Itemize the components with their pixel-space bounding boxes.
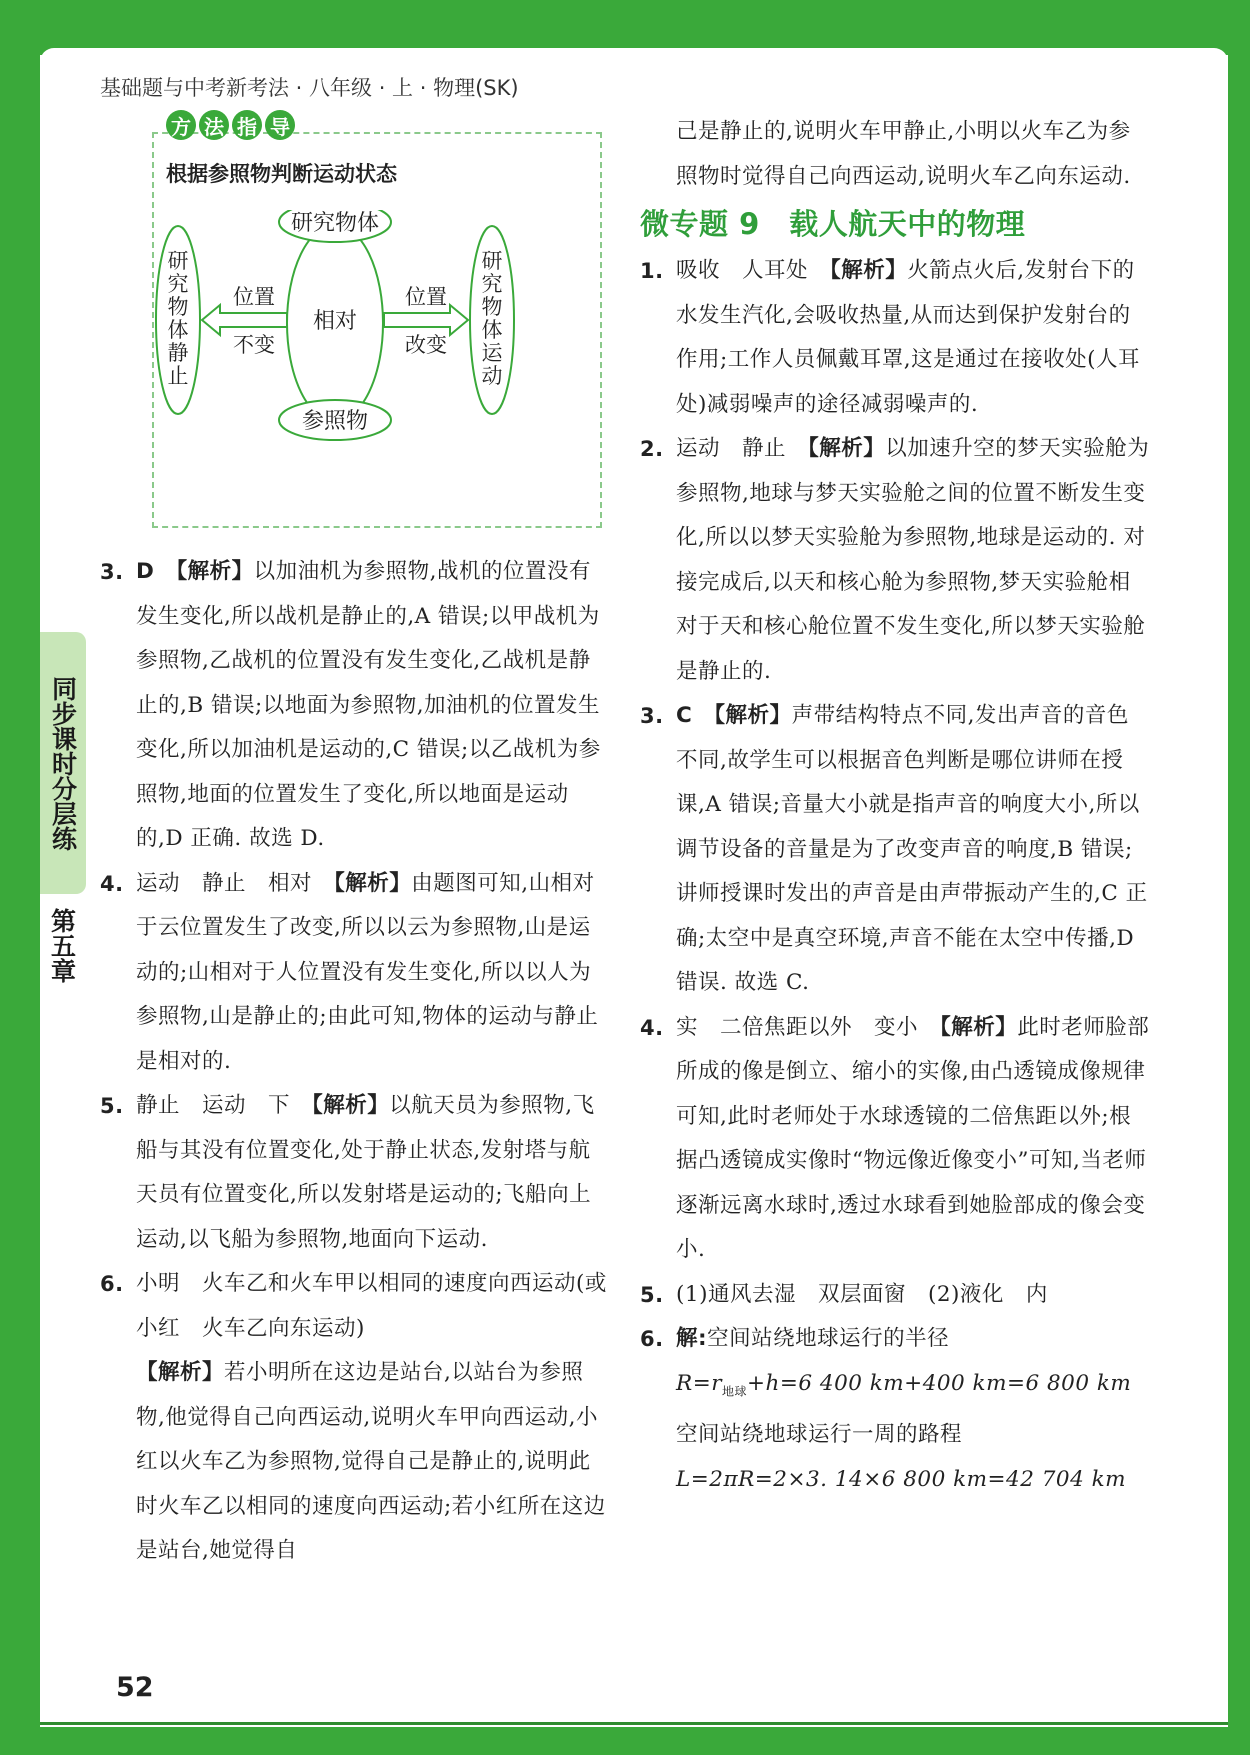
running-header: 基础题与中考新考法 · 八年级 · 上 · 物理(SK) — [100, 76, 519, 100]
side-tab-label: 同步课时分层练 — [48, 675, 78, 851]
topic-answer-6: 6. 解:空间站绕地球运行的半径 — [640, 1326, 950, 1351]
left-arrow-bottom-label: 不变 — [233, 333, 275, 357]
answer-item-6: 6. 小明 火车乙和火车甲以相同的速度向西运动(或小红 火车乙向东运动) — [100, 1271, 607, 1341]
page-number: 52 — [116, 1672, 154, 1703]
right-arrow-top-label: 位置 — [405, 285, 447, 309]
left-column — [100, 550, 610, 1574]
answer-item-6-analysis: 【解析】若小明所在这边是站台,以站台为参照物,他觉得自己向西运动,说明火车甲向西运动,小红以火车乙为参照物,觉得自己是静止的,说明此时火车乙以相同的速度向西运动;若小红所在这边是站台,她觉得自 — [136, 1360, 606, 1563]
vertical-char: 止 — [167, 364, 189, 388]
answer-item-4: 4. 运动 静止 相对 【解析】由题图可知,山相对于云位置发生了改变,所以以云为参照物,山是运动的;山相对于人位置没有发生变化,所以以人为参照物,山是静止的;由此可知,物体的运动与静止是相对的. — [100, 870, 599, 1074]
right-vertical-label — [482, 249, 504, 388]
topic-answer-3: 3. C 【解析】声带结构特点不同,发出声音的音色不同,故学生可以根据音色判断是哪位讲师在授课,A 错误;音量大小就是指声音的响度大小,所以调节设备的音量是为了改变声音的响度,B 错误;讲师授课时发出的声音是由声带振动产生的,C 正确;太空中是真空环境,声音不能在太空中传播,D 错误. 故选 C. — [640, 703, 1148, 995]
tag-char: 方 — [166, 110, 196, 140]
vertical-char: 动 — [481, 364, 503, 388]
side-tab — [40, 632, 86, 894]
continuation-text: 己是静止的,说明火车甲静止,小明以火车乙为参照物时觉得自己向西运动,说明火车乙向东运动. — [676, 119, 1131, 189]
path-label: 空间站绕地球运行一周的路程 — [676, 1422, 963, 1448]
right-column — [640, 110, 1150, 1502]
vertical-char: 究 — [481, 272, 503, 296]
topic-answer-1: 1. 吸收 人耳处 【解析】火箭点火后,发射台下的水发生汽化,会吸收热量,从而达到保护发射台的作用;工作人员佩戴耳罩,这是通过在接收处(人耳处)减弱噪声的途径减弱噪声的. — [640, 258, 1140, 417]
vertical-char: 究 — [167, 272, 189, 296]
diagram-center-label: 相对 — [312, 309, 358, 334]
equation-path: L=2πR=2×3. 14×6 800 km=42 704 km — [676, 1466, 1127, 1492]
topic-heading: 微专题 9 载人航天中的物理 — [640, 207, 1026, 241]
diagram-top-label: 研究物体 — [290, 211, 380, 236]
topic-answer-4: 4. 实 二倍焦距以外 变小 【解析】此时老师脸部所成的像是倒立、缩小的实像,由凸透镜成像规律可知,此时老师处于水球透镜的二倍焦距以外;根据凸透镜成实像时“物远像近像变小”可知,当老师逐渐远离水球时,透过水球看到她脸部成的像会变小. — [640, 1014, 1150, 1262]
bottom-frame — [0, 1727, 1250, 1755]
vertical-char: 体 — [481, 318, 503, 342]
reference-frame-diagram — [152, 210, 598, 490]
diagram-bottom-label: 参照物 — [301, 409, 369, 434]
tag-char: 指 — [232, 110, 262, 140]
right-arrow-bottom-label: 改变 — [405, 333, 447, 357]
bottom-rule — [40, 1722, 1228, 1725]
method-title: 根据参照物判断运动状态 — [166, 162, 397, 186]
vertical-char: 体 — [167, 318, 189, 342]
left-arrow-icon — [202, 305, 287, 335]
vertical-char: 物 — [481, 295, 503, 319]
right-frame — [1228, 0, 1250, 1755]
tag-char: 导 — [265, 110, 295, 140]
vertical-char: 物 — [167, 295, 189, 319]
vertical-char: 运 — [481, 341, 503, 365]
top-frame — [0, 0, 1250, 55]
vertical-char: 静 — [167, 341, 189, 365]
right-arrow-icon — [384, 305, 468, 335]
answer-item-3: 3. D 【解析】以加油机为参照物,战机的位置没有发生变化,所以战机是静止的,A 错误;以甲战机为参照物,乙战机的位置没有发生变化,乙战机是静止的,B 错误;以地面为参照物,加油机的位置发生变化,所以加油机是运动的,C 错误;以乙战机为参照物,地面的位置发生了变化,所以地面是运动的,D 正确. 故选 D. — [100, 559, 601, 851]
answer-item-5: 5. 静止 运动 下 【解析】以航天员为参照物,飞船与其没有位置变化,处于静止状态,发射塔与航天员有位置变化,所以发射塔是运动的;飞船向上运动,以飞船为参照物,地面向下运动. — [100, 1093, 595, 1252]
vertical-char: 研 — [167, 249, 189, 273]
method-guide-tag — [166, 110, 295, 140]
left-arrow-top-label: 位置 — [233, 285, 275, 309]
vertical-char: 研 — [481, 249, 503, 273]
topic-answer-5: 5. (1)通风去湿 双层面窗 (2)液化 内 — [640, 1281, 1048, 1307]
tag-char: 法 — [199, 110, 229, 140]
equation-radius: $R=r_{地球}+h=6$ 400 km+400 km=6 800 km — [676, 1370, 1132, 1398]
topic-answer-2: 2. 运动 静止 【解析】以加速升空的梦天实验舱为参照物,地球与梦天实验舱之间的位置不断发生变化,所以以梦天实验舱为参照物,地球是运动的. 对接完成后,以天和核心舱为参照物,梦天实验舱相对于天和核心舱位置不发生变化,所以梦天实验舱是静止的. — [640, 436, 1150, 684]
left-vertical-label — [168, 249, 189, 388]
chapter-label: 第五章 — [47, 908, 77, 983]
left-frame — [0, 0, 40, 1755]
